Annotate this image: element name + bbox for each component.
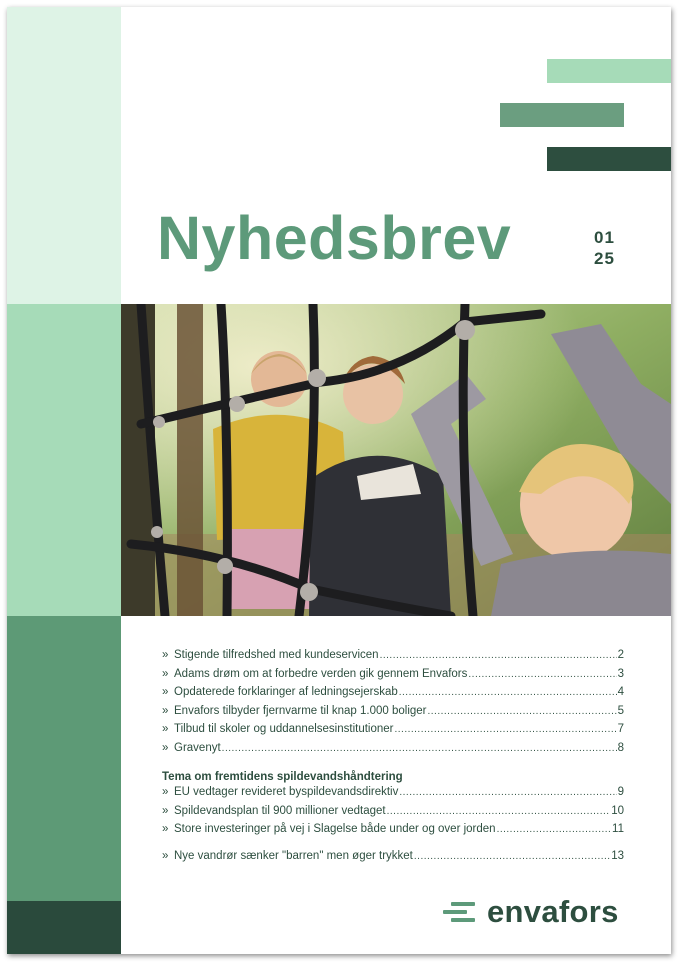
- side-band-pale: [7, 7, 121, 304]
- theme-heading: Tema om fremtidens spildevandshåndtering: [162, 770, 403, 783]
- newsletter-title: Nyhedsbrev: [157, 204, 512, 272]
- deco-bar-light: [547, 59, 671, 83]
- toc-dot-leader: [399, 687, 617, 698]
- toc-item[interactable]: [162, 850, 624, 869]
- toc-item[interactable]: [162, 723, 624, 742]
- toc-dot-leader: [414, 851, 610, 862]
- toc-item-label: EU vedtager revideret byspildevandsdirektiv: [174, 786, 399, 799]
- toc-item-label: Nye vandrør sænker "barren" men øger trykket: [174, 849, 413, 862]
- side-band-light: [7, 304, 121, 616]
- deco-bar-mid: [500, 103, 624, 127]
- cover-photo: [121, 304, 671, 616]
- chevron-right-icon: »: [162, 741, 169, 754]
- toc-dot-leader: [222, 743, 617, 754]
- issue-number: [594, 227, 615, 269]
- toc-item[interactable]: [162, 805, 624, 824]
- toc-item-label: Stigende tilfredshed med kundeservicen: [174, 649, 379, 661]
- toc-dot-leader: [497, 824, 611, 835]
- logo-wordmark: envafors: [487, 894, 619, 929]
- envafors-logo: [443, 894, 619, 930]
- toc-item-label: Opdaterede forklaringer af ledningsejerskab: [174, 686, 398, 699]
- toc-item-page: 10: [611, 804, 624, 817]
- toc-item-label: Envafors tilbyder fjernvarme til knap 1.000 boliger: [174, 704, 427, 717]
- toc-item-page: 13: [611, 849, 624, 862]
- chevron-right-icon: »: [162, 667, 169, 680]
- toc-dot-leader: [468, 669, 616, 680]
- chevron-right-icon: »: [162, 723, 169, 736]
- photo-children-climbing-net-icon: [121, 304, 671, 616]
- toc-dot-leader: [394, 724, 616, 735]
- chevron-right-icon: »: [162, 823, 169, 836]
- toc-item[interactable]: [162, 786, 624, 805]
- envafors-stripes-icon: [443, 901, 475, 923]
- toc-item-page: 7: [617, 723, 624, 736]
- chevron-right-icon: »: [162, 686, 169, 699]
- chevron-right-icon: »: [162, 804, 169, 817]
- issue-year-value: 25: [594, 249, 615, 268]
- toc-item-label: Store investeringer på vej i Slagelse både under og over jorden: [174, 823, 496, 836]
- side-band-mid: [7, 616, 121, 901]
- toc-spacer: [162, 842, 624, 850]
- toc-item-page: 4: [617, 686, 624, 699]
- toc-dot-leader: [399, 787, 616, 798]
- chevron-right-icon: »: [162, 849, 169, 862]
- toc-item-label: Adams drøm om at forbedre verden gik gennem Envafors: [174, 667, 468, 680]
- toc-item-page: 9: [617, 786, 624, 799]
- chevron-right-icon: »: [162, 704, 169, 717]
- toc-item[interactable]: [162, 742, 624, 761]
- toc-item-page: 5: [617, 704, 624, 717]
- toc-item[interactable]: [162, 705, 624, 724]
- toc-item[interactable]: [162, 649, 624, 668]
- toc-dot-leader: [428, 706, 617, 717]
- toc-item[interactable]: [162, 686, 624, 705]
- toc-dot-leader: [387, 806, 611, 817]
- toc-item-label: Tilbud til skoler og uddannelsesinstitutioner: [174, 723, 394, 736]
- chevron-right-icon: »: [162, 649, 169, 661]
- side-band-dark: [7, 901, 121, 954]
- toc-item[interactable]: [162, 823, 624, 842]
- toc-item[interactable]: [162, 668, 624, 687]
- newsletter-cover: [7, 7, 671, 954]
- deco-bar-dark: [547, 147, 671, 171]
- toc-item-label: Spildevandsplan til 900 millioner vedtaget: [174, 804, 386, 817]
- table-of-contents: [162, 649, 624, 869]
- toc-item-page: 3: [617, 667, 624, 680]
- toc-item-page: 2: [617, 649, 624, 661]
- toc-item-page: 8: [617, 741, 624, 754]
- toc-item-page: 11: [612, 823, 624, 836]
- chevron-right-icon: »: [162, 786, 169, 799]
- toc-item-label: Gravenyt: [174, 741, 221, 754]
- issue-number-value: 01: [594, 228, 615, 247]
- toc-dot-leader: [380, 650, 617, 661]
